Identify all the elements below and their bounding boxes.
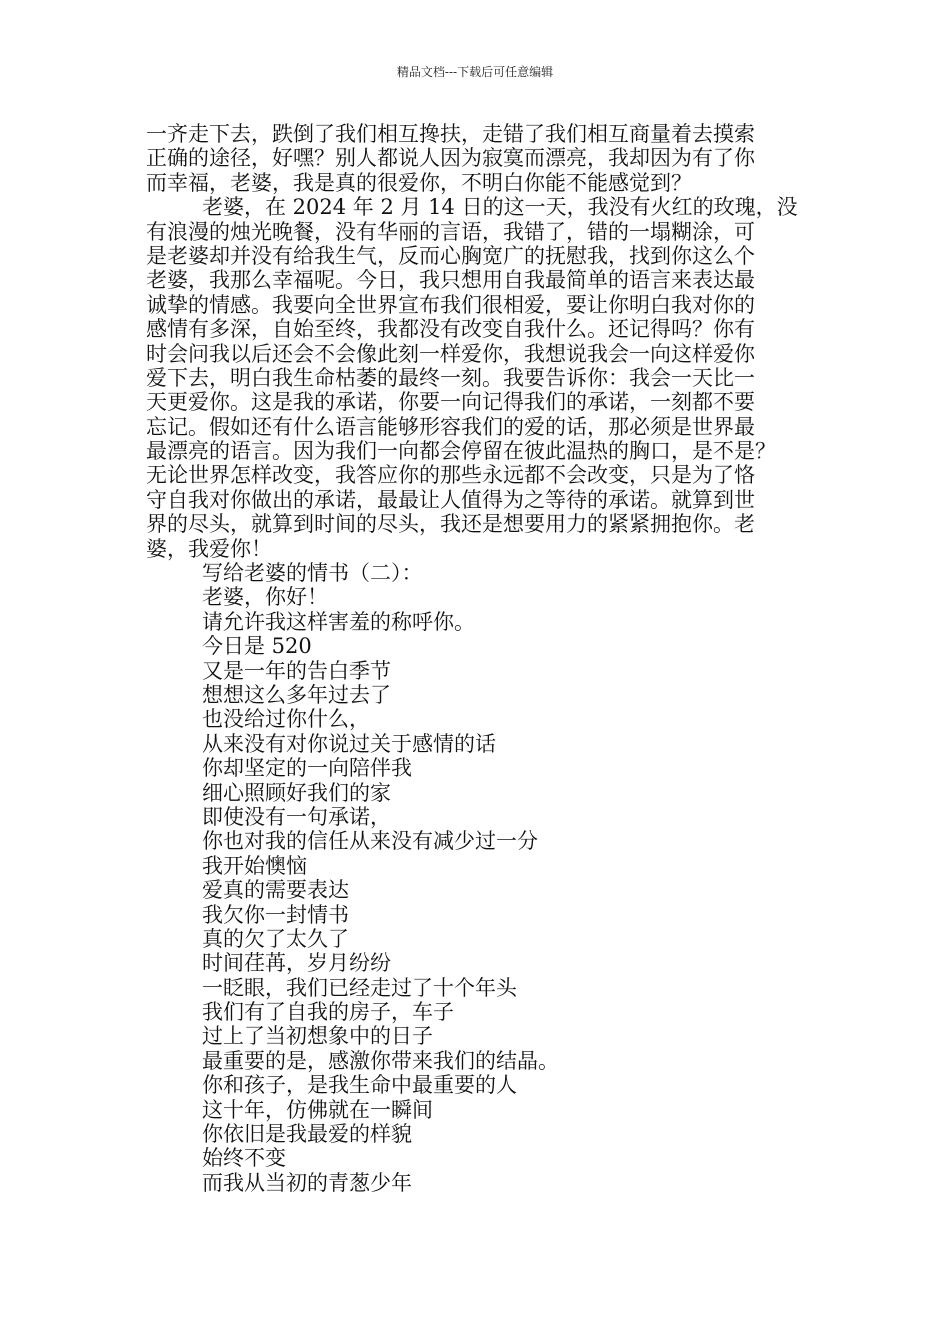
poem-line: 爱真的需要表达 bbox=[202, 878, 349, 903]
section-title: 写给老婆的情书（二）： bbox=[202, 561, 423, 586]
text-line: 无论世界怎样改变，我答应你的那些永远都不会改变，只是为了恪 bbox=[146, 463, 755, 488]
poem-line: 我开始懊恼 bbox=[202, 853, 307, 878]
poem-line: 老婆，你好！ bbox=[202, 585, 328, 610]
document-body bbox=[146, 122, 826, 1195]
page-header: 精品文档---下载后可任意编辑 bbox=[396, 65, 554, 79]
text-line: 最漂亮的语言。因为我们一向都会停留在彼此温热的胸口，是不是？ bbox=[146, 439, 776, 464]
poem-line: 请允许我这样害羞的称呼你。 bbox=[202, 609, 475, 634]
text-line: 感情有多深，自始至终，我都没有改变自我什么。还记得吗？你有 bbox=[146, 317, 755, 342]
text-line: 老婆，在 2024 年 2 月 14 日的这一天，我没有火红的玫瑰，没 bbox=[202, 195, 798, 220]
paragraph-continued bbox=[146, 122, 826, 195]
poem-line: 你依旧是我最爱的样貌 bbox=[202, 1122, 412, 1147]
text-line: 是老婆却并没有给我生气，反而心胸宽广的抚慰我，找到你这么个 bbox=[146, 243, 755, 268]
poem-line: 最重要的是，感激你带来我们的结晶。 bbox=[202, 1048, 559, 1073]
text-line: 时会问我以后还会不会像此刻一样爱你，我想说我会一向这样爱你 bbox=[146, 341, 755, 366]
poem-line: 细心照顾好我们的家 bbox=[202, 780, 391, 805]
text-line: 有浪漫的烛光晚餐，没有华丽的言语，我错了，错的一塌糊涂，可 bbox=[146, 219, 755, 244]
poem-line: 而我从当初的青葱少年 bbox=[202, 1170, 412, 1195]
poem-line: 过上了当初想象中的日子 bbox=[202, 1024, 433, 1049]
text-line: 而幸福，老婆，我是真的很爱你，不明白你能不能感觉到？ bbox=[146, 170, 692, 195]
poem-line: 想想这么多年过去了 bbox=[202, 682, 391, 707]
poem-line: 我们有了自我的房子，车子 bbox=[202, 1000, 454, 1025]
poem-line: 一眨眼，我们已经走过了十个年头 bbox=[202, 975, 517, 1000]
paragraph-valentine bbox=[146, 195, 826, 561]
text-line: 守自我对你做出的承诺，最最让人值得为之等待的承诺。就算到世 bbox=[146, 487, 755, 512]
text-line: 老婆，我那么幸福呢。今日，我只想用自我最简单的语言来表达最 bbox=[146, 268, 755, 293]
letter-two bbox=[146, 561, 826, 1195]
text-line: 忘记。假如还有什么语言能够形容我们的爱的话，那必须是世界最 bbox=[146, 414, 755, 439]
poem-line: 你也对我的信任从来没有减少过一分 bbox=[202, 829, 538, 854]
text-line: 界的尽头，就算到时间的尽头，我还是想要用力的紧紧拥抱你。老 bbox=[146, 512, 755, 537]
poem-line: 始终不变 bbox=[202, 1146, 286, 1171]
text-line: 一齐走下去，跌倒了我们相互搀扶，走错了我们相互商量着去摸索 bbox=[146, 122, 755, 146]
poem-line: 今日是 520 bbox=[202, 634, 312, 659]
text-line: 天更爱你。这是我的承诺，你要一向记得我们的承诺，一刻都不要 bbox=[146, 390, 755, 415]
poem-line: 我欠你一封情书 bbox=[202, 902, 349, 927]
poem-line: 你却坚定的一向陪伴我 bbox=[202, 756, 412, 781]
poem-line: 从来没有对你说过关于感情的话 bbox=[202, 731, 496, 756]
poem-line: 又是一年的告白季节 bbox=[202, 658, 391, 683]
text-line: 诚挚的情感。我要向全世界宣布我们很相爱，要让你明白我对你的 bbox=[146, 292, 755, 317]
text-line: 爱下去，明白我生命枯萎的最终一刻。我要告诉你：我会一天比一 bbox=[146, 365, 755, 390]
poem-line: 时间荏苒，岁月纷纷 bbox=[202, 951, 391, 976]
text-line: 婆，我爱你！ bbox=[146, 536, 272, 561]
poem-line: 真的欠了太久了 bbox=[202, 926, 349, 951]
text-line: 正确的途径，好嘿？别人都说人因为寂寞而漂亮，我却因为有了你 bbox=[146, 146, 755, 171]
poem-line: 即使没有一句承诺， bbox=[202, 804, 391, 829]
poem-line: 这十年，仿佛就在一瞬间 bbox=[202, 1097, 433, 1122]
poem-line: 也没给过你什么， bbox=[202, 707, 370, 732]
poem-line: 你和孩子，是我生命中最重要的人 bbox=[202, 1073, 517, 1098]
